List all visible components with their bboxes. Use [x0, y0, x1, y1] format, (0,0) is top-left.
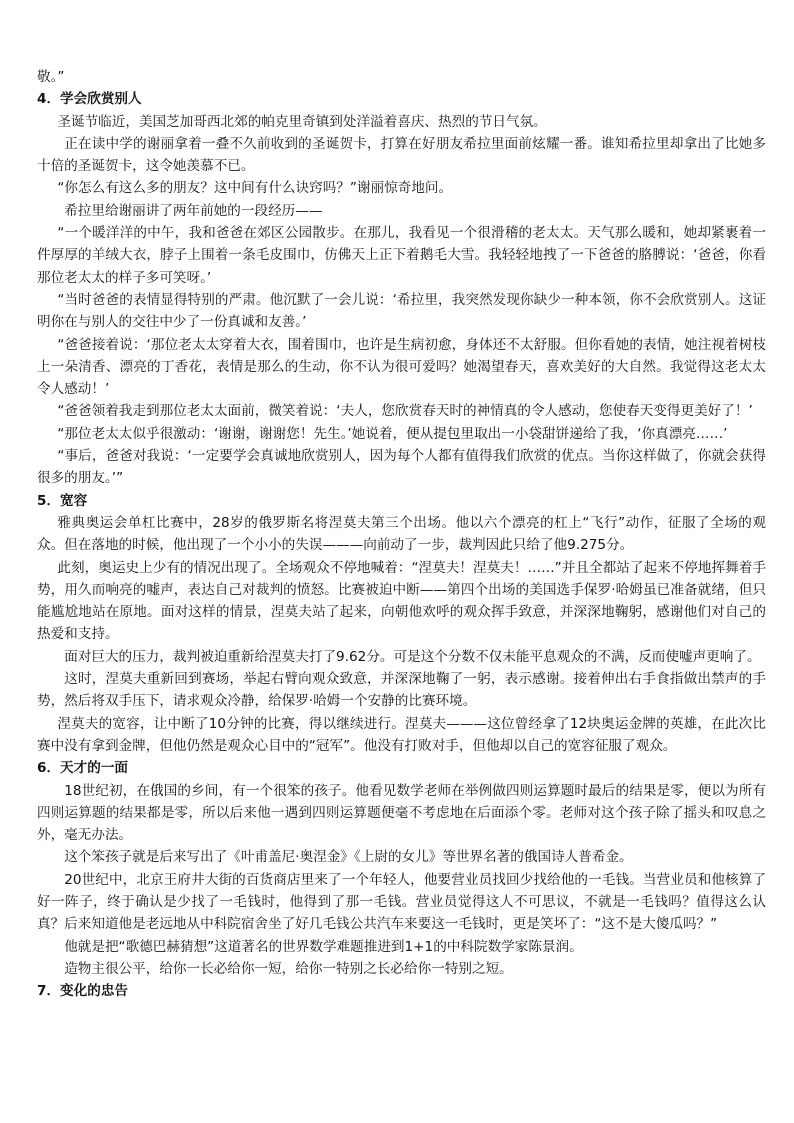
paragraph: 圣诞节临近，美国芝加哥西北郊的帕克里奇镇到处洋溢着喜庆、热烈的节日气氛。: [57, 113, 547, 130]
paragraph: 20世纪中，北京王府井大街的百货商店里来了一个年轻人，他要营业员找回少找给他的一毛钱。当营业员和他核算了好一阵子，终于确认是少找了一毛钱时，他得到了那一毛钱。营业员觉得这人不可思议，不就是一毛钱吗？值得这么认真？后来知道他是老远地从中科院宿舍坐了好几毛钱公共汽车来要这一毛钱时，更是笑坏了：“这不是大傻瓜吗？”: [37, 871, 766, 933]
paragraph: 面对巨大的压力，裁判被迫重新给涅莫夫打了9.62分。可是这个分数不仅未能平息观众的不满，反而使嘘声更响了。: [64, 648, 761, 665]
paragraph: “当时爸爸的表情显得特别的严肃。他沉默了一会儿说：‘希拉里，我突然发现你缺少一种本领，你不会欣赏别人。这证明你在与别人的交往中少了一份真诚和友善。’: [37, 291, 766, 331]
paragraph: 这个笨孩子就是后来写出了《叶甫盖尼·奥涅金》《上尉的女儿》等世界名著的俄国诗人普希金。: [64, 849, 633, 866]
section-heading-5: 5．宽容: [37, 492, 88, 509]
paragraph: “一个暖洋洋的中午，我和爸爸在郊区公园散步。在那儿，我看见一个很滑稽的老太太。天气那么暖和，她却紧裹着一件厚厚的羊绒大衣，脖子上围着一条毛皮围巾，仿佛天上正下着鹅毛大雪。我轻轻地拽了一下爸爸的胳膊说：‘爸爸，你看那位老太太的样子多可笑呀。’: [37, 225, 766, 286]
section-heading-6: 6．天才的一面: [37, 760, 129, 777]
paragraph: “那位老太太似乎很激动：‘谢谢，谢谢您！先生。’她说着，便从提包里取出一小袋甜饼递给了我，‘你真漂亮……’: [57, 425, 728, 442]
paragraph: 造物主很公平，给你一长必给你一短，给你一特别之长必给你一特别之短。: [64, 960, 513, 977]
paragraph: 他就是把“歌德巴赫猜想”这道著名的世界数学难题推进到1+1的中科院数学家陈景润。: [64, 938, 583, 955]
paragraph: “你怎么有这么多的朋友？这中间有什么诀窍吗？”谢丽惊奇地问。: [57, 180, 453, 197]
paragraph: 雅典奥运会单杠比赛中，28岁的俄罗斯名将涅莫夫第三个出场。他以六个漂亮的杠上“飞行”动作，征服了全场的观众。但在落地的时候，他出现了一个小小的失误———向前动了一步，裁判因此只给了他9.275分。: [37, 514, 766, 554]
paragraph: 希拉里给谢丽讲了两年前她的一段经历——: [64, 202, 323, 219]
paragraph: 涅莫夫的宽容，让中断了10分钟的比赛，得以继续进行。涅莫夫———这位曾经拿了12块奥运金牌的英雄，在此次比赛中没有拿到金牌，但他仍然是观众心目中的“冠军”。他没有打败对手，但他却以自己的宽容征服了观众。: [37, 715, 766, 754]
paragraph: 这时，涅莫夫重新回到赛场，举起右臂向观众致意，并深深地鞠了一躬，表示感谢。接着伸出右手食指做出禁声的手势，然后将双手压下，请求观众冷静，给保罗·哈姆一个安静的比赛环境。: [37, 671, 766, 710]
paragraph: “爸爸领着我走到那位老太太面前，微笑着说：‘夫人，您欣赏春天时的神情真的令人感动，您使春天变得更美好了！’: [57, 403, 753, 420]
paragraph: “事后，爸爸对我说：‘一定要学会真诚地欣赏别人，因为每个人都有值得我们欣赏的优点。当你这样做了，你就会获得很多的朋友。’”: [37, 448, 766, 487]
paragraph: 18世纪初，在俄国的乡间，有一个很笨的孩子。他看见数学老师在举例做四则运算题时最后的结果是零，便以为所有四则运算题的结果都是零，所以后来他一遇到四则运算题便毫不考虑地在后面添个零。老师对这个孩子除了摇头和叹息之外，毫无办法。: [37, 782, 766, 844]
paragraph: 正在读中学的谢丽拿着一叠不久前收到的圣诞贺卡，打算在好朋友希拉里面前炫耀一番。谁知希拉里却拿出了比她多十倍的圣诞贺卡，这令她羡慕不已。: [37, 135, 766, 175]
paragraph: 此刻，奥运史上少有的情况出现了。全场观众不停地喊着：“涅莫夫！涅莫夫！……”并且全都站了起来不停地挥舞着手势，用久而响亮的嘘声，表达自己对裁判的愤怒。比赛被迫中断——第四个出场的美国选手保罗·哈姆虽已准备就绪，但只能尴尬地站在原地。面对这样的情景，涅莫夫站了起来，向朝他欢呼的观众挥手致意，并深深地鞠躬，感谢他们对自己的热爱和支持。: [37, 559, 766, 643]
paragraph: “爸爸接着说：‘那位老太太穿着大衣，围着围巾，也许是生病初愈，身体还不太舒服。但你看她的表情，她注视着树枝上一朵清香、漂亮的丁香花，表情是那么的生动，你不认为很可爱吗？她渴望春天，喜欢美好的大自然。我觉得这老太太令人感动！’: [37, 336, 766, 398]
section-heading-4: 4．学会欣赏别人: [37, 91, 142, 108]
section-heading-7: 7．变化的忠告: [37, 983, 129, 1000]
paragraph-continuation: 敬。”: [37, 69, 65, 85]
